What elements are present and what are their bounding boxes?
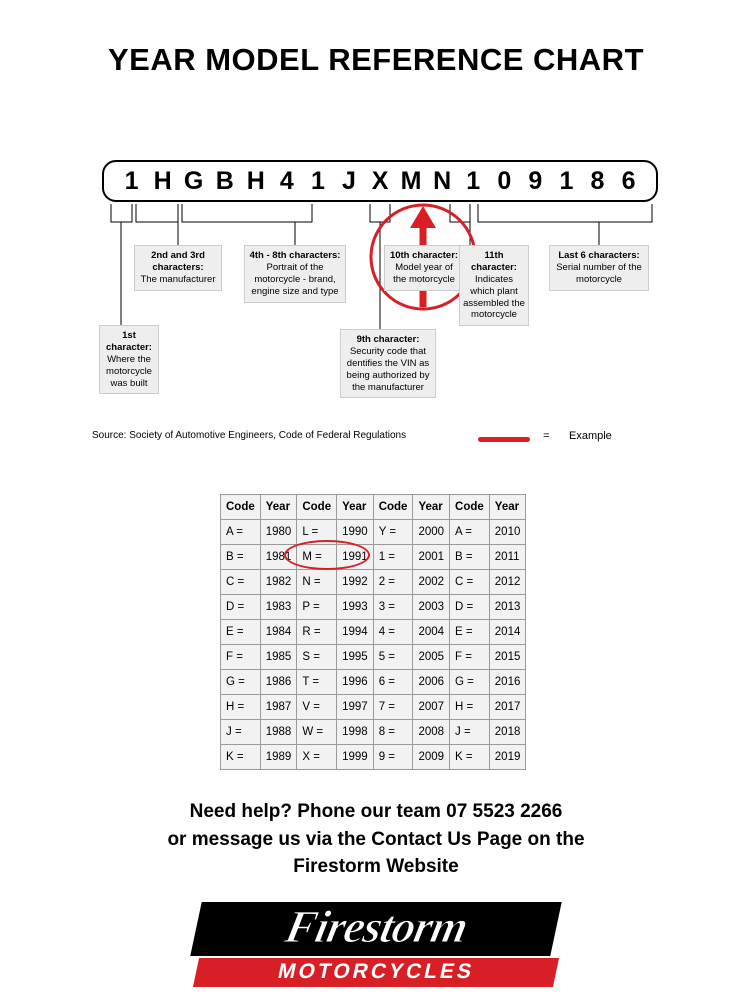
table-row [221,720,526,745]
table-header-row [221,495,526,520]
cell-year: 2015 [489,645,526,670]
cell-code: E = [450,620,490,645]
vin-char: 1 [559,166,574,195]
cell-year: 1997 [337,695,374,720]
cell-code: 7 = [373,695,413,720]
vin-box [102,160,658,202]
column-header: Year [413,495,450,520]
cell-year: 1983 [260,595,297,620]
cell-code: C = [450,570,490,595]
cell-code: N = [297,570,337,595]
vin-char: X [371,166,389,195]
cell-code: H = [221,695,261,720]
cell-code: P = [297,595,337,620]
page-title: YEAR MODEL REFERENCE CHART [107,42,645,77]
callout-tenth-character [384,245,464,291]
cell-code: X = [297,745,337,770]
vin-char: 8 [590,166,605,195]
cell-year: 1993 [337,595,374,620]
table-row [221,670,526,695]
table-row [221,520,526,545]
vin-char: G [183,166,204,195]
cell-year: 2007 [413,695,450,720]
cell-year: 1986 [260,670,297,695]
cell-code: 4 = [373,620,413,645]
vin-char: 4 [279,166,294,195]
vin-char: 6 [621,166,636,195]
cell-code: 3 = [373,595,413,620]
cell-year: 1989 [260,745,297,770]
callout-body: Security code that dentifies the VIN as being authorized by the manufacturer [346,345,430,393]
cell-year: 1988 [260,720,297,745]
cell-year: 1992 [337,570,374,595]
cell-code: V = [297,695,337,720]
callout-second-third-characters [134,245,222,291]
cell-code: 8 = [373,720,413,745]
cell-code: 6 = [373,670,413,695]
callout-fourth-eighth-characters [244,245,346,303]
callout-body: Indicates which plant assembled the motorcycle [463,273,525,321]
table-row [221,570,526,595]
cell-year: 1987 [260,695,297,720]
cell-year: 2017 [489,695,526,720]
cell-year: 1995 [337,645,374,670]
source-note: Source: Society of Automotive Engineers, Code of Federal Regulations [92,430,407,441]
cell-code: R = [297,620,337,645]
cell-code: 9 = [373,745,413,770]
legend-equals: = [543,430,550,442]
cell-year: 1998 [337,720,374,745]
cell-year: 2006 [413,670,450,695]
cell-year: 2013 [489,595,526,620]
cell-code: B = [450,545,490,570]
callout-body: Model year of the motorcycle [393,261,455,285]
cell-code: W = [297,720,337,745]
cell-year: 1996 [337,670,374,695]
callout-ninth-character [340,329,436,398]
vin-char: J [342,166,356,195]
cell-code: H = [450,695,490,720]
help-line-2: or message us via the Contact Us Page on the [167,828,585,850]
cell-year: 1999 [337,745,374,770]
callout-body: Where the motorcycle was built [106,353,152,389]
callout-first-character [99,325,159,394]
cell-year: 1994 [337,620,374,645]
callout-body: Serial number of the motorcycle [556,261,642,285]
cell-year: 2004 [413,620,450,645]
column-header: Code [221,495,261,520]
cell-code: S = [297,645,337,670]
callout-heading: 4th - 8th characters: [249,250,341,261]
callout-heading: 10th character: [389,250,459,261]
cell-code: J = [450,720,490,745]
vin-char: 1 [124,166,139,195]
cell-year: 2011 [489,545,526,570]
cell-year: 2000 [413,520,450,545]
cell-code: A = [450,520,490,545]
cell-code: B = [221,545,261,570]
cell-code: 1 = [373,545,413,570]
cell-code: 5 = [373,645,413,670]
cell-code: K = [450,745,490,770]
cell-code: F = [221,645,261,670]
cell-year: 1984 [260,620,297,645]
cell-year: 2005 [413,645,450,670]
vin-char: H [153,166,172,195]
table-row [221,645,526,670]
callout-last-six-characters [549,245,649,291]
vin-char: 1 [310,166,325,195]
logo-wordmark: Firestorm [281,901,473,952]
cell-code: L = [297,520,337,545]
vin-char-highlighted: M [400,166,422,195]
logo-subtitle: MOTORCYCLES [193,958,559,987]
column-header: Code [373,495,413,520]
cell-code: D = [450,595,490,620]
help-line-3: Firestorm Website [293,856,459,878]
cell-year: 2002 [413,570,450,595]
cell-code: 2 = [373,570,413,595]
column-header: Year [260,495,297,520]
callout-eleventh-character [459,245,529,326]
legend-swatch-icon [478,437,530,442]
column-header: Code [297,495,337,520]
vin-char: N [433,166,452,195]
cell-year: 2019 [489,745,526,770]
callout-heading: 9th character: [356,334,420,345]
cell-code: F = [450,645,490,670]
cell-code: T = [297,670,337,695]
help-text [0,798,752,881]
vin-char: 1 [466,166,481,195]
table-row [221,595,526,620]
cell-year: 2003 [413,595,450,620]
cell-year: 1985 [260,645,297,670]
cell-code: G = [450,670,490,695]
cell-code: K = [221,745,261,770]
cell-year: 1982 [260,570,297,595]
callout-heading: 1st character: [106,330,152,353]
year-code-table [220,494,526,770]
cell-code: Y = [373,520,413,545]
cell-code: G = [221,670,261,695]
cell-year: 1990 [337,520,374,545]
vin-char: H [246,166,265,195]
table-row [221,695,526,720]
column-header: Year [337,495,374,520]
callout-body: Portrait of the motorcycle - brand, engine size and type [251,261,339,297]
cell-year: 2016 [489,670,526,695]
logo-top-bar [190,902,561,956]
cell-year: 2008 [413,720,450,745]
table-row [221,620,526,645]
column-header: Year [489,495,526,520]
cell-code-highlighted: M = [297,545,337,570]
cell-year: 2001 [413,545,450,570]
cell-year: 1981 [260,545,297,570]
column-header: Code [450,495,490,520]
table-row [221,745,526,770]
cell-year: 2010 [489,520,526,545]
cell-year: 2009 [413,745,450,770]
cell-code: A = [221,520,261,545]
cell-year: 1980 [260,520,297,545]
cell-code: C = [221,570,261,595]
vin-diagram [102,160,658,202]
callout-body: The manufacturer [140,273,216,285]
cell-year: 2014 [489,620,526,645]
cell-code: E = [221,620,261,645]
cell-code: J = [221,720,261,745]
cell-year: 2012 [489,570,526,595]
vin-char: 0 [497,166,512,195]
cell-year-highlighted: 1991 [337,545,374,570]
table-row [221,545,526,570]
vin-char: 9 [528,166,543,195]
vin-char: B [215,166,234,195]
callout-heading: 11th character: [471,250,517,273]
cell-year: 2018 [489,720,526,745]
firestorm-logo [196,901,556,983]
callout-heading: Last 6 characters: [558,250,640,261]
legend-label: Example [569,430,612,442]
callout-heading: 2nd and 3rd characters: [151,250,205,273]
cell-code: D = [221,595,261,620]
help-line-1: Need help? Phone our team 07 5523 2266 [189,801,563,822]
